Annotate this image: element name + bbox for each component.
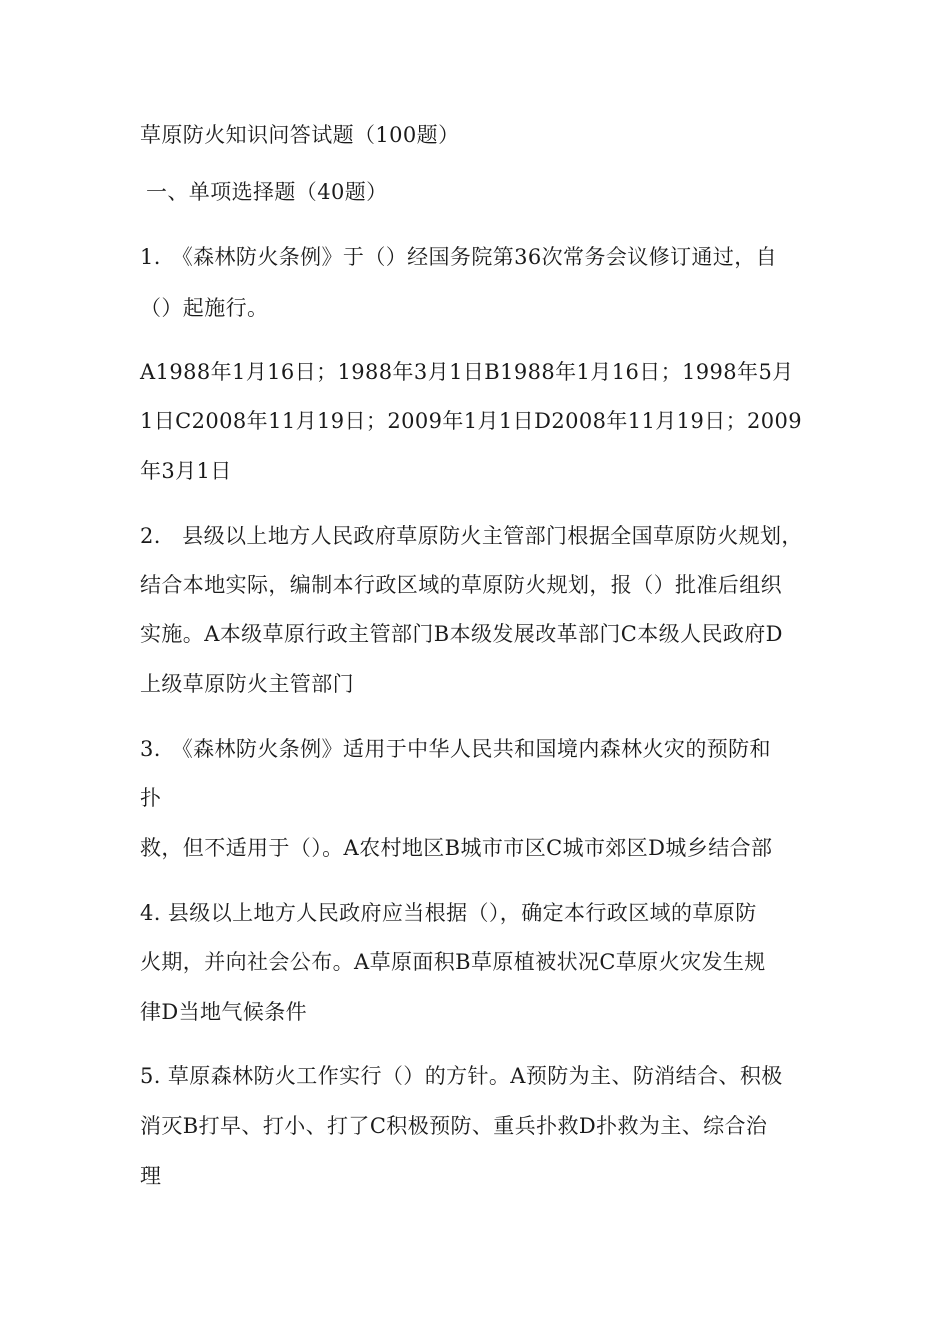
question-2-line-4: 上级草原防火主管部门 [140, 672, 354, 696]
question-3-line-3: 救，但不适用于（）。A农村地区B城市市区C城市郊区D城乡结合部 [140, 836, 773, 860]
question-3-line-1: 3. 《森林防火条例》适用于中华人民共和国境内森林火灾的预防和 [140, 737, 771, 761]
question-4-line-1: 4. 县级以上地方人民政府应当根据（），确定本行政区域的草原防 [140, 901, 757, 925]
document-title: 草原防火知识问答试题（100题） [140, 123, 460, 147]
question-1-options-line-1: A1988年1月16日；1988年3月1日B1988年1月16日；1998年5月 [140, 360, 794, 384]
question-1-line-2: （）起施行。 [140, 296, 269, 320]
question-1-options-line-3: 年3月1日 [140, 459, 232, 483]
question-4-line-2: 火期，并向社会公布。A草原面积B草原植被状况C草原火灾发生规 [140, 950, 766, 974]
question-2-line-1: 2. 县级以上地方人民政府草原防火主管部门根据全国草原防火规划， [140, 524, 803, 548]
question-2-line-2: 结合本地实际，编制本行政区域的草原防火规划，报（）批准后组织 [140, 573, 782, 597]
question-3-line-2: 扑 [140, 786, 162, 810]
section-heading: 一、单项选择题（40题） [146, 180, 388, 204]
question-2-line-3: 实施。A本级草原行政主管部门B本级发展改革部门C本级人民政府D [140, 622, 783, 646]
question-4-line-3: 律D当地气候条件 [140, 1000, 308, 1024]
question-5-line-2: 消灭B打早、打小、打了C积极预防、重兵扑救D扑救为主、综合治 [140, 1114, 768, 1138]
question-5-line-1: 5. 草原森林防火工作实行（）的方针。A预防为主、防消结合、积极 [140, 1064, 783, 1088]
question-1-line-1: 1. 《森林防火条例》于（）经国务院第36次常务会议修订通过，自 [140, 245, 778, 269]
question-1-options-line-2: 1日C2008年11月19日；2009年1月1日D2008年11月19日；2009 [140, 409, 803, 433]
question-5-line-3: 理 [140, 1164, 162, 1188]
